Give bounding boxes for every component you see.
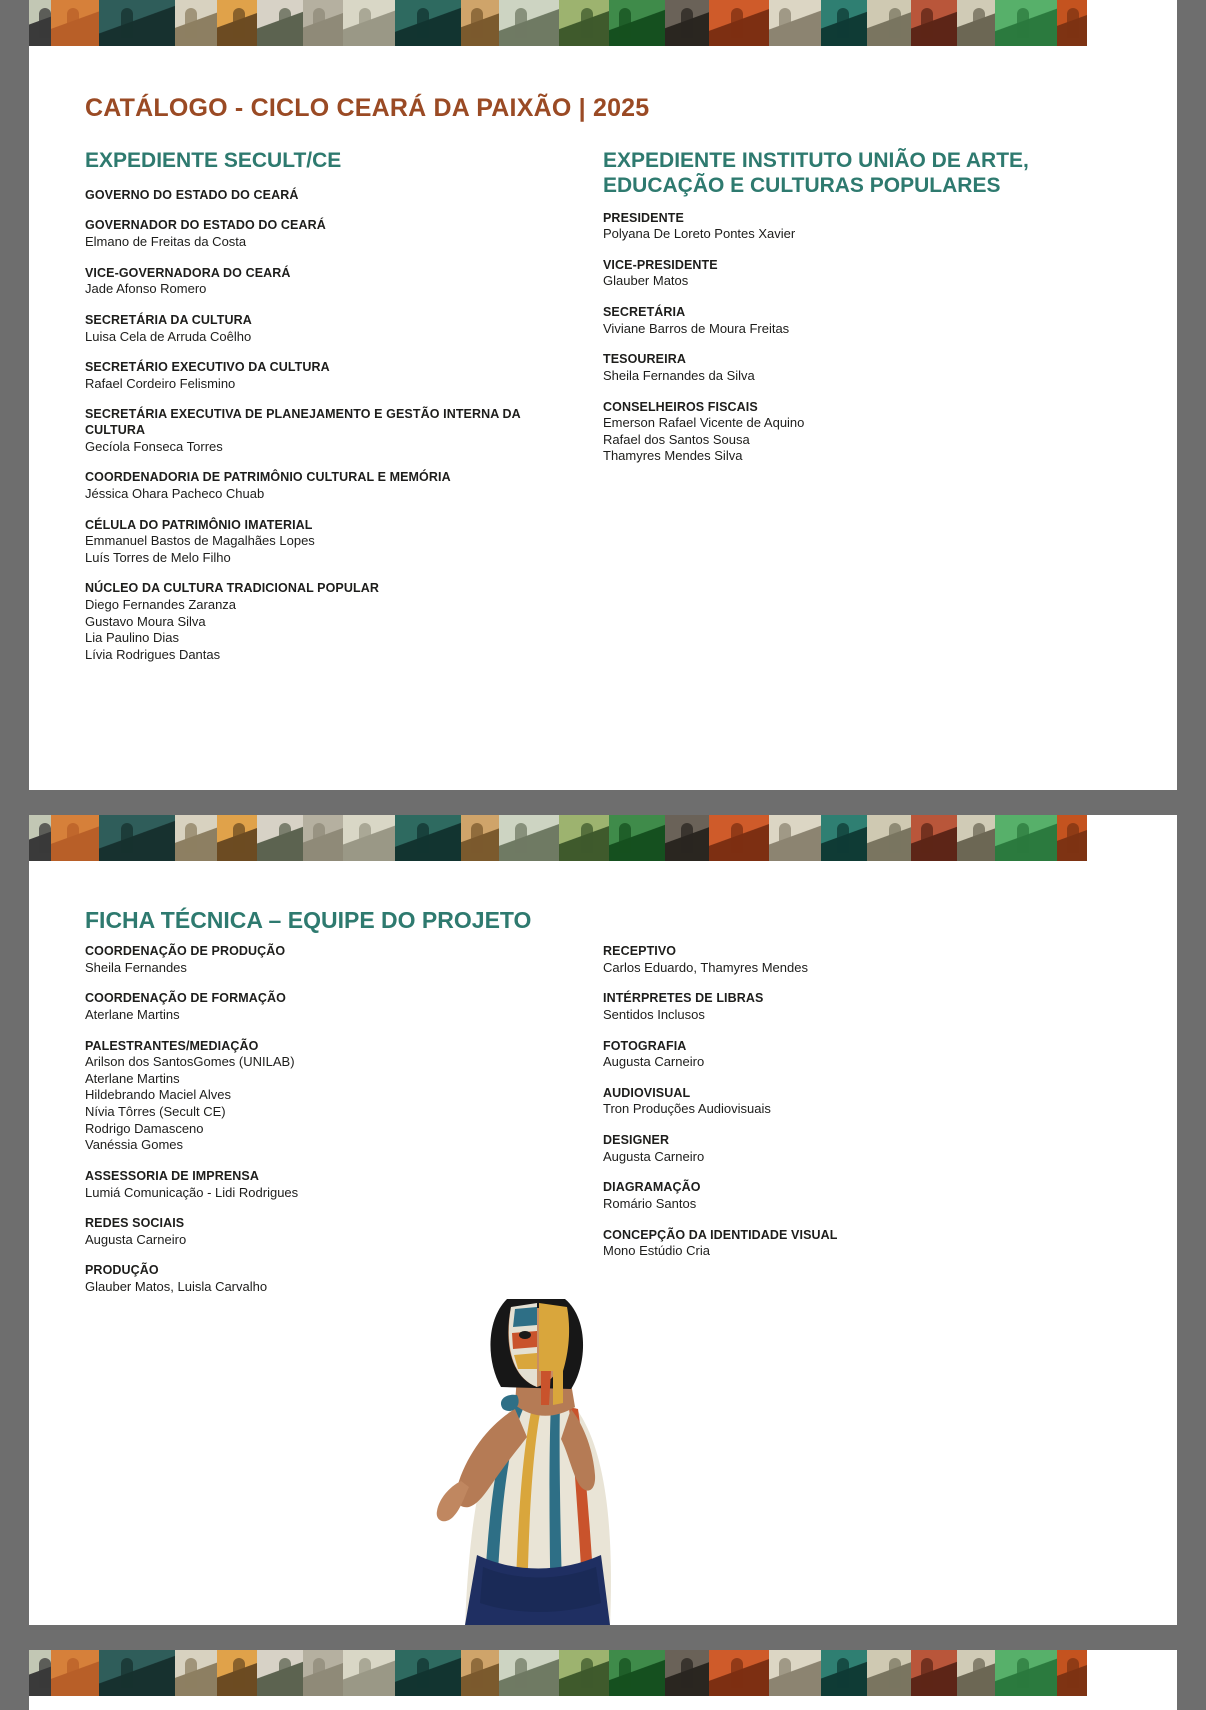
credit-entry bbox=[85, 188, 579, 204]
credit-entry bbox=[603, 1133, 1121, 1165]
credit-role: CONCEPÇÃO DA IDENTIDADE VISUAL bbox=[603, 1227, 838, 1242]
credit-entry bbox=[603, 1180, 1121, 1212]
strip-cell-figure bbox=[581, 823, 593, 853]
strip-cell-figure bbox=[359, 8, 371, 38]
credit-name: Augusta Carneiro bbox=[85, 1231, 187, 1247]
strip-cell-figure bbox=[973, 823, 985, 853]
strip-cell bbox=[709, 1650, 769, 1696]
entry-list-instituto bbox=[603, 211, 1121, 466]
strip-cell-figure bbox=[67, 8, 79, 38]
strip-cell-figure bbox=[681, 823, 693, 853]
strip-cell-figure bbox=[921, 823, 933, 853]
strip-cell-figure bbox=[837, 823, 849, 853]
strip-cell bbox=[995, 0, 1057, 46]
strip-cell bbox=[461, 815, 499, 861]
strip-cell-figure bbox=[39, 1658, 51, 1688]
credit-name: Jade Afonso Romero bbox=[85, 281, 207, 297]
credit-role: NÚCLEO DA CULTURA TRADICIONAL POPULAR bbox=[85, 581, 379, 596]
strip-cell bbox=[1057, 0, 1087, 46]
masked-dancer-illustration bbox=[365, 1255, 705, 1625]
strip-cell bbox=[769, 0, 821, 46]
strip-cell bbox=[867, 0, 911, 46]
strip-cell bbox=[395, 815, 461, 861]
strip-cell bbox=[665, 0, 709, 46]
strip-cell-figure bbox=[1017, 823, 1029, 853]
strip-cell-figure bbox=[233, 8, 245, 38]
strip-cell bbox=[29, 1650, 51, 1696]
credit-role: DESIGNER bbox=[603, 1133, 670, 1147]
strip-cell bbox=[911, 0, 957, 46]
strip-cell-figure bbox=[121, 1658, 133, 1688]
strip-cell-figure bbox=[67, 823, 79, 853]
strip-cell bbox=[343, 0, 395, 46]
strip-cell-figure bbox=[837, 1658, 849, 1688]
strip-cell bbox=[175, 1650, 217, 1696]
credit-role: ASSESSORIA DE IMPRENSA bbox=[85, 1168, 259, 1183]
strip-cell-figure bbox=[515, 823, 527, 853]
strip-cell-figure bbox=[889, 823, 901, 853]
credit-entry bbox=[85, 518, 579, 567]
strip-cell bbox=[911, 1650, 957, 1696]
strip-cell bbox=[867, 815, 911, 861]
strip-cell-figure bbox=[731, 823, 743, 853]
strip-cell bbox=[99, 815, 175, 861]
strip-cell-figure bbox=[1067, 1658, 1079, 1688]
strip-cell-figure bbox=[417, 823, 429, 853]
credit-name: Lia Paulino Dias bbox=[85, 630, 179, 646]
strip-cell-figure bbox=[515, 8, 527, 38]
strip-cell bbox=[51, 1650, 99, 1696]
credit-name: Arilson dos SantosGomes (UNILAB) bbox=[85, 1054, 295, 1070]
strip-cell bbox=[303, 815, 343, 861]
strip-cell bbox=[821, 815, 867, 861]
credit-role: SECRETÁRIA DA CULTURA bbox=[85, 312, 252, 327]
strip-cell-figure bbox=[471, 8, 483, 38]
column-ficha-left bbox=[85, 944, 603, 1296]
credit-name: Lumiá Comunicação - Lidi Rodrigues bbox=[85, 1184, 299, 1200]
strip-cell-figure bbox=[417, 8, 429, 38]
credit-name: Romário Santos bbox=[603, 1195, 697, 1211]
credit-entry bbox=[85, 470, 579, 502]
credit-name: Luís Torres de Melo Filho bbox=[85, 549, 231, 565]
ficha-tecnica-heading: FICHA TÉCNICA – EQUIPE DO PROJETO bbox=[85, 907, 532, 933]
strip-cell bbox=[769, 815, 821, 861]
strip-cell-figure bbox=[681, 8, 693, 38]
credit-role: CONSELHEIROS FISCAIS bbox=[603, 399, 758, 414]
strip-cell bbox=[461, 0, 499, 46]
credit-entry bbox=[603, 1086, 1121, 1118]
credit-role: CÉLULA DO PATRIMÔNIO IMATERIAL bbox=[85, 517, 313, 532]
strip-cell bbox=[709, 815, 769, 861]
strip-cell bbox=[995, 1650, 1057, 1696]
credit-entry bbox=[603, 991, 1121, 1023]
strip-cell-figure bbox=[233, 823, 245, 853]
strip-cell bbox=[257, 815, 303, 861]
credit-entry bbox=[85, 581, 579, 663]
credit-name: Sheila Fernandes da Silva bbox=[603, 367, 755, 383]
strip-cell-figure bbox=[731, 1658, 743, 1688]
strip-cell bbox=[217, 1650, 257, 1696]
strip-cell-figure bbox=[471, 823, 483, 853]
strip-cell bbox=[559, 815, 609, 861]
ficha-tecnica-columns bbox=[29, 944, 1177, 1296]
strip-cell-figure bbox=[921, 8, 933, 38]
strip-cell bbox=[343, 815, 395, 861]
strip-cell bbox=[257, 0, 303, 46]
entry-list-ficha-left bbox=[85, 944, 579, 1296]
credit-name: Elmano de Freitas da Costa bbox=[85, 234, 247, 250]
strip-cell bbox=[175, 0, 217, 46]
strip-cell bbox=[217, 0, 257, 46]
strip-cell bbox=[559, 1650, 609, 1696]
strip-cell-figure bbox=[279, 823, 291, 853]
credit-name: Aterlane Martins bbox=[85, 1070, 180, 1086]
strip-cell bbox=[499, 0, 559, 46]
strip-cell-figure bbox=[837, 8, 849, 38]
strip-cell bbox=[1057, 1650, 1087, 1696]
credit-entry bbox=[85, 266, 579, 298]
entry-list-ficha-right bbox=[603, 944, 1121, 1260]
credit-role: FOTOGRAFIA bbox=[603, 1038, 687, 1053]
credit-entry bbox=[603, 352, 1121, 384]
strip-cell-figure bbox=[417, 1658, 429, 1688]
strip-cell bbox=[217, 815, 257, 861]
credit-name: Emmanuel Bastos de Magalhães Lopes bbox=[85, 533, 315, 549]
credit-name: Polyana De Loreto Pontes Xavier bbox=[603, 226, 796, 242]
strip-cell-figure bbox=[973, 8, 985, 38]
strip-cell-figure bbox=[471, 1658, 483, 1688]
strip-cell bbox=[821, 0, 867, 46]
strip-cell-figure bbox=[779, 8, 791, 38]
credit-name: Jéssica Ohara Pacheco Chuab bbox=[85, 485, 265, 501]
strip-cell-figure bbox=[921, 1658, 933, 1688]
credit-name: Luisa Cela de Arruda Coêlho bbox=[85, 328, 252, 344]
credit-name: Gustavo Moura Silva bbox=[85, 613, 206, 629]
strip-cell-figure bbox=[67, 1658, 79, 1688]
credit-name: Viviane Barros de Moura Freitas bbox=[603, 320, 790, 336]
credit-entry bbox=[603, 400, 1121, 466]
credit-entry bbox=[85, 218, 579, 250]
strip-cell bbox=[29, 0, 51, 46]
strip-cell bbox=[303, 0, 343, 46]
credit-name: Rafael dos Santos Sousa bbox=[603, 431, 750, 447]
page-ficha-tecnica bbox=[29, 815, 1177, 1625]
strip-cell-figure bbox=[1067, 823, 1079, 853]
credit-name: Augusta Carneiro bbox=[603, 1148, 705, 1164]
strip-cell bbox=[395, 0, 461, 46]
section-heading-instituto: EXPEDIENTE INSTITUTO UNIÃO DE ARTE, EDUCAÇÃO E CULTURAS POPULARES bbox=[603, 149, 1029, 197]
credit-entry bbox=[85, 313, 579, 345]
credit-name: Emerson Rafael Vicente de Aquino bbox=[603, 415, 805, 431]
credit-role: PALESTRANTES/MEDIAÇÃO bbox=[85, 1038, 259, 1053]
credit-role: SECRETÁRIA bbox=[603, 305, 686, 320]
strip-cell bbox=[709, 0, 769, 46]
section-heading-secult: EXPEDIENTE SECULT/CE bbox=[85, 149, 342, 172]
credit-entry bbox=[603, 1039, 1121, 1071]
credit-name: Thamyres Mendes Silva bbox=[603, 448, 743, 464]
photo-strip-banner bbox=[29, 1650, 1177, 1696]
strip-cell-figure bbox=[731, 8, 743, 38]
credit-role: PRESIDENTE bbox=[603, 210, 684, 225]
credit-role: VICE-GOVERNADORA DO CEARÁ bbox=[85, 265, 291, 280]
credit-role: GOVERNADOR DO ESTADO DO CEARÁ bbox=[85, 218, 326, 233]
strip-cell bbox=[665, 1650, 709, 1696]
credit-role: TESOUREIRA bbox=[603, 352, 686, 367]
credit-entry bbox=[603, 305, 1121, 337]
strip-cell bbox=[257, 1650, 303, 1696]
strip-cell bbox=[957, 1650, 995, 1696]
strip-cell bbox=[51, 815, 99, 861]
strip-cell-figure bbox=[1017, 1658, 1029, 1688]
strip-cell-figure bbox=[185, 823, 197, 853]
credit-name: Lívia Rodrigues Dantas bbox=[85, 646, 221, 662]
strip-cell-figure bbox=[279, 1658, 291, 1688]
strip-cell-figure bbox=[779, 1658, 791, 1688]
column-instituto bbox=[603, 149, 1121, 664]
strip-cell-figure bbox=[39, 8, 51, 38]
credit-role: INTÉRPRETES DE LIBRAS bbox=[603, 991, 764, 1006]
credit-entry bbox=[603, 258, 1121, 290]
credit-entry bbox=[85, 991, 579, 1023]
strip-cell-figure bbox=[1017, 8, 1029, 38]
credit-role: REDES SOCIAIS bbox=[85, 1216, 185, 1231]
strip-cell-figure bbox=[515, 1658, 527, 1688]
strip-cell-figure bbox=[779, 823, 791, 853]
credit-name: Vanéssia Gomes bbox=[85, 1137, 184, 1153]
credit-entry bbox=[85, 407, 579, 455]
credit-entry bbox=[85, 1216, 579, 1248]
credit-name: Mono Estúdio Cria bbox=[603, 1243, 710, 1259]
strip-cell bbox=[303, 1650, 343, 1696]
credit-name: Glauber Matos bbox=[603, 273, 689, 289]
credit-entry bbox=[603, 211, 1121, 243]
credit-name: Diego Fernandes Zaranza bbox=[85, 597, 237, 613]
strip-cell bbox=[957, 0, 995, 46]
strip-cell-figure bbox=[185, 8, 197, 38]
photo-strip-banner bbox=[29, 0, 1177, 46]
strip-cell-figure bbox=[313, 8, 325, 38]
strip-cell bbox=[29, 815, 51, 861]
strip-cell-figure bbox=[313, 1658, 325, 1688]
credit-entry bbox=[85, 1039, 579, 1154]
strip-cell bbox=[665, 815, 709, 861]
credit-role: COORDENAÇÃO DE PRODUÇÃO bbox=[85, 944, 286, 958]
strip-cell bbox=[499, 815, 559, 861]
credit-role: SECRETÁRIO EXECUTIVO DA CULTURA bbox=[85, 360, 330, 375]
credit-role: GOVERNO DO ESTADO DO CEARÁ bbox=[85, 187, 299, 202]
strip-cell-figure bbox=[185, 1658, 197, 1688]
credit-role: DIAGRAMAÇÃO bbox=[603, 1180, 701, 1195]
strip-cell bbox=[343, 1650, 395, 1696]
strip-cell-figure bbox=[233, 1658, 245, 1688]
strip-cell-figure bbox=[973, 1658, 985, 1688]
strip-cell bbox=[609, 0, 665, 46]
strip-cell-figure bbox=[889, 8, 901, 38]
credit-role: AUDIOVISUAL bbox=[603, 1085, 691, 1100]
credit-name: Hildebrando Maciel Alves bbox=[85, 1087, 231, 1103]
credit-role: COORDENAÇÃO DE FORMAÇÃO bbox=[85, 991, 286, 1006]
strip-cell bbox=[1057, 815, 1087, 861]
strip-cell bbox=[99, 1650, 175, 1696]
column-secult bbox=[85, 149, 603, 664]
credit-name: Nívia Tôrres (Secult CE) bbox=[85, 1104, 226, 1119]
strip-cell-figure bbox=[581, 8, 593, 38]
strip-cell-figure bbox=[581, 1658, 593, 1688]
credit-entry bbox=[85, 1169, 579, 1201]
credit-name: Gecíola Fonseca Torres bbox=[85, 438, 223, 454]
credit-role: PRODUÇÃO bbox=[85, 1263, 159, 1278]
credit-name: Sheila Fernandes bbox=[85, 959, 187, 975]
expediente-columns bbox=[29, 149, 1177, 664]
strip-cell-figure bbox=[619, 8, 631, 38]
strip-cell bbox=[911, 815, 957, 861]
column-ficha-right bbox=[603, 944, 1121, 1296]
credit-name: Sentidos Inclusos bbox=[603, 1006, 705, 1022]
strip-cell-figure bbox=[39, 823, 51, 853]
page-expediente bbox=[29, 0, 1177, 790]
page-next-partial bbox=[29, 1650, 1177, 1710]
strip-cell bbox=[609, 815, 665, 861]
strip-cell bbox=[609, 1650, 665, 1696]
credit-entry bbox=[85, 944, 579, 976]
strip-cell bbox=[769, 1650, 821, 1696]
credit-name: Augusta Carneiro bbox=[603, 1054, 705, 1070]
strip-cell bbox=[51, 0, 99, 46]
strip-cell-figure bbox=[359, 823, 371, 853]
credit-role: SECRETÁRIA EXECUTIVA DE PLANEJAMENTO E GESTÃO INTERNA DA CULTURA bbox=[85, 407, 521, 438]
strip-cell-figure bbox=[619, 823, 631, 853]
credit-name: Carlos Eduardo, Thamyres Mendes bbox=[603, 959, 808, 975]
strip-cell bbox=[559, 0, 609, 46]
credit-entry bbox=[603, 944, 1121, 976]
strip-cell bbox=[461, 1650, 499, 1696]
strip-cell bbox=[957, 815, 995, 861]
credit-name: Rodrigo Damasceno bbox=[85, 1120, 204, 1136]
credit-name: Aterlane Martins bbox=[85, 1006, 180, 1022]
strip-cell-figure bbox=[279, 8, 291, 38]
credit-name: Glauber Matos, Luisla Carvalho bbox=[85, 1279, 268, 1294]
credit-name: Rafael Cordeiro Felismino bbox=[85, 375, 236, 391]
strip-cell-figure bbox=[681, 1658, 693, 1688]
strip-cell-figure bbox=[1067, 8, 1079, 38]
credit-role: VICE-PRESIDENTE bbox=[603, 257, 718, 272]
strip-cell bbox=[995, 815, 1057, 861]
credit-entry bbox=[85, 360, 579, 392]
page-title: CATÁLOGO - CICLO CEARÁ DA PAIXÃO | 2025 bbox=[85, 94, 650, 122]
strip-cell bbox=[99, 0, 175, 46]
strip-cell-figure bbox=[121, 823, 133, 853]
strip-cell-figure bbox=[619, 1658, 631, 1688]
credit-role: COORDENADORIA DE PATRIMÔNIO CULTURAL E MEMÓRIA bbox=[85, 470, 451, 485]
strip-cell-figure bbox=[889, 1658, 901, 1688]
strip-cell bbox=[499, 1650, 559, 1696]
strip-cell-figure bbox=[121, 8, 133, 38]
photo-strip-banner bbox=[29, 815, 1177, 861]
strip-cell-figure bbox=[359, 1658, 371, 1688]
strip-cell bbox=[395, 1650, 461, 1696]
credit-name: Tron Produções Audiovisuais bbox=[603, 1101, 771, 1117]
entry-list-secult bbox=[85, 188, 579, 664]
strip-cell bbox=[821, 1650, 867, 1696]
credit-role: RECEPTIVO bbox=[603, 944, 677, 958]
strip-cell-figure bbox=[313, 823, 325, 853]
strip-cell bbox=[175, 815, 217, 861]
strip-cell bbox=[867, 1650, 911, 1696]
